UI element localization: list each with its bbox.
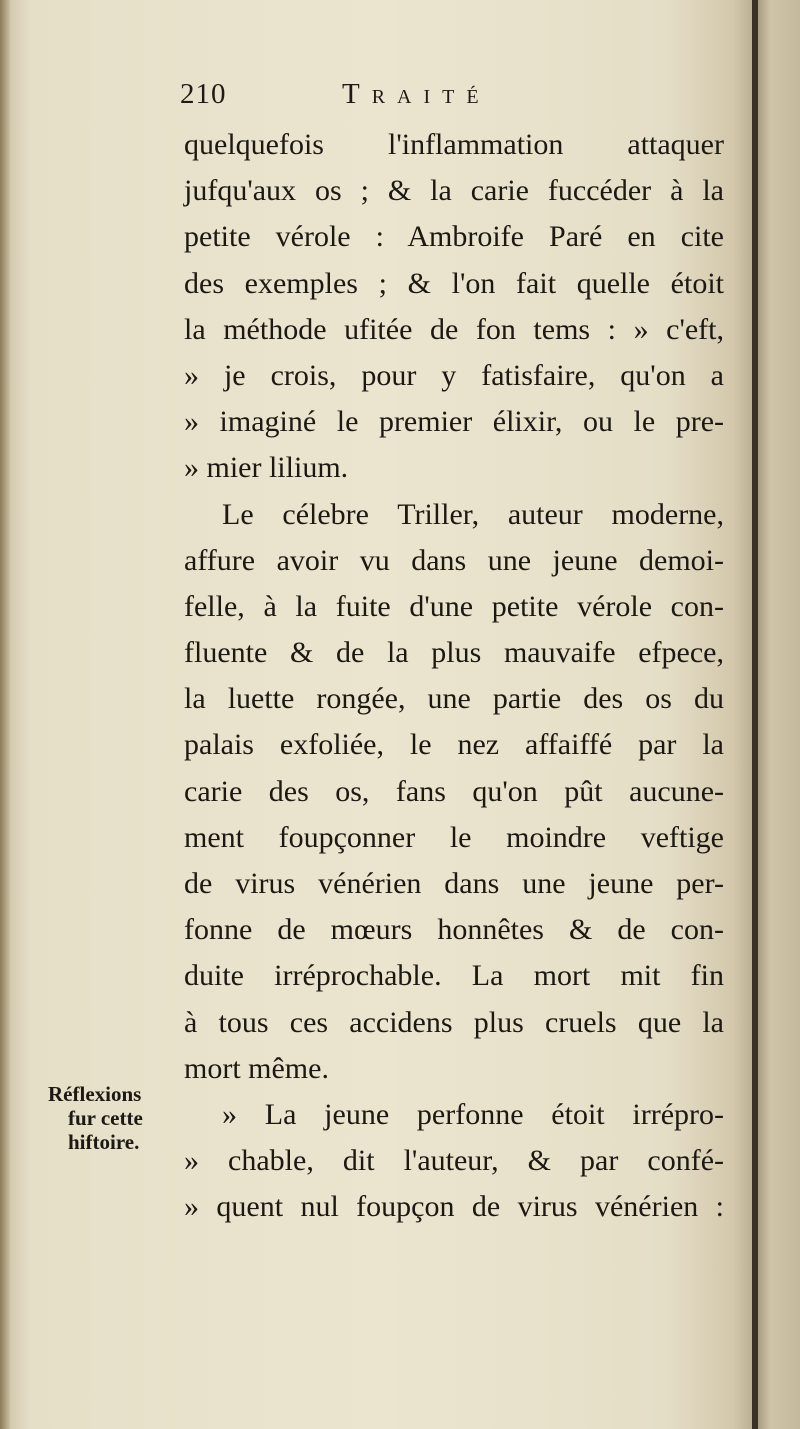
text-line: mort même. (184, 1051, 329, 1085)
text-line: la luette rongée, une partie des os du (184, 682, 724, 716)
text-line: jufqu'aux os ; & la carie fuccéder à la (184, 174, 724, 208)
text-line: ment foupçonner le moindre veftige (184, 820, 724, 854)
text-line: petite vérole : Ambroife Paré en cite (184, 220, 724, 254)
margin-note-line: fur cette (68, 1106, 143, 1130)
text-line: quelquefois l'inflammation attaquer (184, 128, 724, 161)
text-line: duite irréprochable. La mort mit fin (184, 959, 724, 993)
text-line: » imaginé le premier élixir, ou le pre- (184, 405, 724, 439)
text-line: » je crois, pour y fatisfaire, qu'on a (184, 358, 724, 392)
margin-note-line: hiftoire. (68, 1130, 140, 1154)
margin-note-line: Réflexions (48, 1082, 142, 1106)
text-line: de virus vénérien dans une jeune per- (184, 867, 724, 900)
text-line: » chable, dit l'auteur, & par confé- (184, 1144, 724, 1178)
page-number: 210 (180, 78, 227, 110)
text-line: à tous ces accidens plus cruels que la (184, 1005, 724, 1039)
page-header (180, 78, 720, 118)
text-line: » La jeune perfonne étoit irrépro- (222, 1097, 724, 1131)
next-page-edge (758, 0, 800, 1429)
text-line: des exemples ; & l'on fait quelle étoit (184, 266, 724, 300)
text-line: affure avoir vu dans une jeune demoi- (184, 543, 724, 577)
text-line: » quent nul foupçon de virus vénérien : (184, 1190, 724, 1224)
text-line: » mier lilium. (184, 451, 349, 485)
running-head: Traité (342, 78, 491, 110)
text-line: carie des os, fans qu'on pût aucune- (184, 774, 724, 808)
text-line: palais exfoliée, le nez affaiffé par la (184, 728, 724, 762)
text-line: la méthode ufitée de fon tems : » c'eft, (184, 312, 724, 346)
text-line: fluente & de la plus mauvaife efpece, (184, 636, 724, 670)
text-line: fonne de mœurs honnêtes & de con- (184, 913, 724, 947)
page-edge-left (0, 0, 10, 1429)
body-text (184, 122, 724, 1231)
text-line: Le célebre Triller, auteur moderne, (222, 497, 724, 531)
text-line: felle, à la fuite d'une petite vérole con- (184, 589, 724, 623)
margin-note (48, 1082, 188, 1154)
